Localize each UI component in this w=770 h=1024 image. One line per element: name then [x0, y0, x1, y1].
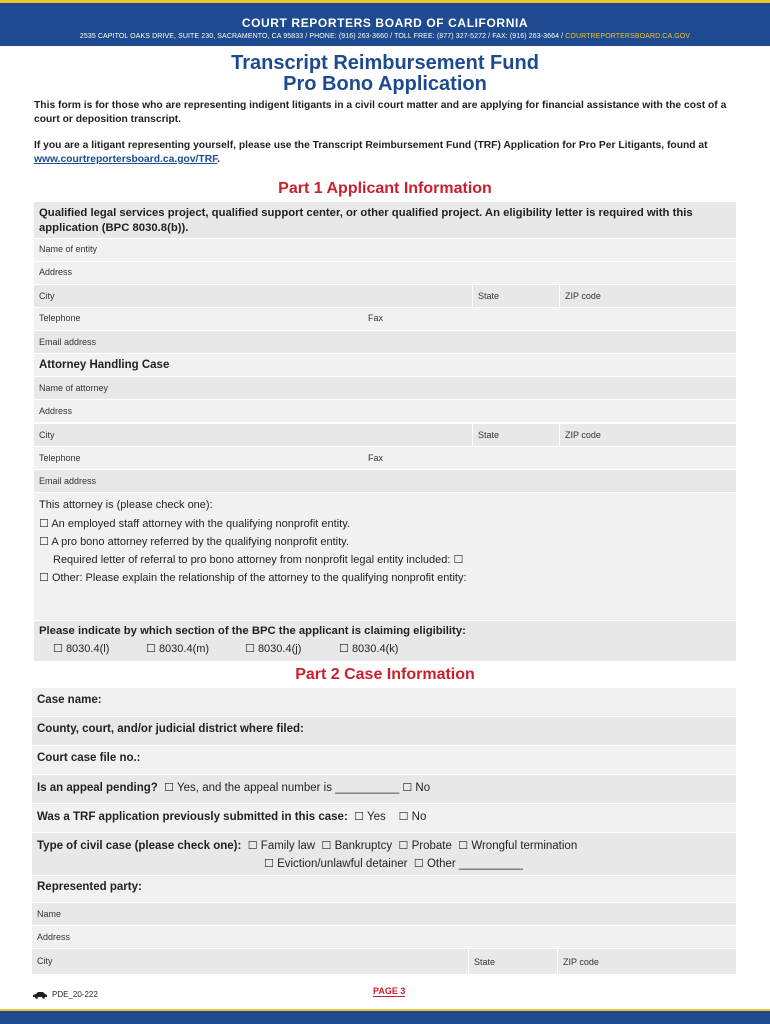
appeal-yes-label: Yes, and the appeal number is __________: [177, 782, 400, 794]
car-logo-icon: [32, 991, 48, 999]
checkbox-icon[interactable]: ☐: [398, 840, 409, 852]
entity-email-label: Email address: [39, 337, 97, 347]
attorney-fax-label: Fax: [368, 453, 384, 463]
attorney-city-row[interactable]: [34, 424, 736, 447]
trf-yes-option[interactable]: [354, 811, 386, 823]
bpc-option-label: 8030.4(l): [65, 643, 110, 655]
option-probono-attorney[interactable]: [39, 535, 349, 548]
trf-no-label: No: [411, 811, 427, 823]
entity-address-label: Address: [39, 267, 73, 277]
checkbox-icon[interactable]: ☐: [39, 536, 49, 548]
case-type-line1: [37, 839, 577, 852]
header-band: [0, 0, 770, 46]
attorney-email-label: Email address: [39, 476, 97, 486]
type-label: Probate: [411, 840, 452, 852]
checkbox-icon[interactable]: ☐: [53, 643, 63, 655]
option-probono-label: A pro bono attorney referred by the qualifying nonprofit entity.: [51, 536, 349, 548]
checkbox-icon[interactable]: ☐: [247, 840, 258, 852]
option-other[interactable]: [39, 571, 467, 584]
entity-state-label: State: [478, 291, 500, 301]
form-title-line2: Pro Bono Application: [283, 73, 487, 95]
type-eviction[interactable]: [264, 858, 408, 870]
website-link[interactable]: COURTREPORTERSBOARD.CA.GOV: [565, 33, 691, 40]
intro-p2-end: .: [217, 154, 221, 165]
checkbox-icon[interactable]: ☐: [39, 572, 49, 584]
type-label: Wrongful termination: [471, 840, 578, 852]
attorney-heading-row: [34, 354, 736, 377]
intro-paragraph-2: [34, 139, 734, 167]
attorney-heading: Attorney Handling Case: [39, 359, 170, 371]
bpc-option-label: 8030.4(j): [257, 643, 302, 655]
trf-no-option[interactable]: [399, 811, 427, 823]
option-other-label: Other: Please explain the relationship of the attorney to the qualifying nonprofit entity:: [51, 572, 467, 584]
type-label: Bankruptcy: [334, 840, 393, 852]
org-name: COURT REPORTERS BOARD OF CALIFORNIA: [241, 16, 529, 30]
bpc-option-m[interactable]: [146, 642, 209, 655]
option-staff-label: An employed staff attorney with the qualifying nonprofit entity.: [51, 518, 350, 530]
party-city-label: City: [37, 956, 53, 966]
party-address-field[interactable]: [32, 926, 736, 949]
case-type-row: [32, 833, 736, 876]
intro-p2-text: If you are a litigant representing yourself, please use the Transcript Reimbursement Fund (TRF) Application for Pro Per Litigants, found at: [34, 140, 708, 151]
type-family-law[interactable]: [248, 840, 315, 852]
county-field[interactable]: [32, 717, 736, 746]
party-zip-label: ZIP code: [563, 957, 599, 967]
bpc-option-label: 8030.4(k): [351, 643, 399, 655]
bpc-option-k[interactable]: [339, 642, 398, 655]
footer-band: [0, 1009, 770, 1024]
county-label: County, court, and/or judicial district where filed:: [37, 723, 304, 735]
checkbox-icon[interactable]: ☐: [264, 858, 274, 870]
type-label: Family law: [260, 840, 316, 852]
trf-link[interactable]: www.courtreportersboard.ca.gov/TRF: [34, 154, 218, 165]
represented-party-row: [32, 876, 736, 903]
entity-name-field[interactable]: [34, 239, 736, 262]
type-bankruptcy[interactable]: [322, 840, 393, 852]
appeal-row: [32, 775, 736, 804]
entity-zip-label: ZIP code: [565, 291, 601, 301]
intro-paragraph-1: This form is for those who are representing indigent litigants in a civil court matter and are applying for financial assistance with the cost of a court or deposition transcript.: [34, 100, 727, 125]
bpc-question: Please indicate by which section of the BPC the applicant is claiming eligibility:: [39, 625, 466, 637]
type-probate[interactable]: [399, 840, 452, 852]
entity-email-field[interactable]: [34, 331, 736, 354]
case-type-question: Type of civil case (please check one):: [37, 840, 242, 852]
bpc-eligibility-row: [34, 621, 736, 662]
type-label: Other __________: [426, 858, 523, 870]
attorney-name-label: Name of attorney: [39, 383, 109, 393]
party-city-row[interactable]: [32, 949, 736, 975]
entity-telephone-label: Telephone: [39, 313, 81, 323]
appeal-no-option[interactable]: [402, 782, 430, 794]
form-number: PDE_20-222: [52, 990, 98, 999]
divider: [557, 949, 558, 974]
attorney-name-field[interactable]: [34, 377, 736, 400]
checkbox-icon[interactable]: ☐: [339, 643, 349, 655]
type-wrongful-termination[interactable]: [458, 840, 577, 852]
entity-address-field[interactable]: [34, 262, 736, 285]
party-state-label: State: [474, 957, 496, 967]
entity-city-row[interactable]: [34, 285, 736, 308]
org-address: [0, 33, 770, 40]
trf-previous-row: [32, 804, 736, 833]
form-title-line1: Transcript Reimbursement Fund: [231, 52, 539, 74]
checkbox-icon[interactable]: ☐: [146, 643, 156, 655]
trf-line: [37, 810, 426, 823]
checkbox-icon[interactable]: ☐: [453, 554, 464, 566]
divider: [472, 424, 473, 446]
part2-heading: Part 2 Case Information: [295, 666, 475, 683]
represented-party-label: Represented party:: [37, 881, 142, 893]
attorney-type-block: [34, 493, 736, 621]
entity-phone-row[interactable]: [34, 308, 736, 331]
type-label: Eviction/unlawful detainer: [277, 858, 408, 870]
appeal-no-label: No: [415, 782, 431, 794]
divider: [472, 285, 473, 307]
qualified-project-text: Qualified legal services project, qualified support center, or other qualified project. An eligibility letter is required with this application (BPC 8030.8(b)).: [39, 207, 693, 234]
case-file-no-label: Court case file no.:: [37, 752, 141, 764]
case-file-no-field[interactable]: [32, 746, 736, 775]
checkbox-icon[interactable]: ☐: [402, 782, 413, 794]
attorney-city-label: City: [39, 430, 55, 440]
entity-fax-label: Fax: [368, 313, 384, 323]
divider: [468, 949, 469, 974]
qualified-project-row: [34, 202, 736, 239]
part1-heading: Part 1 Applicant Information: [278, 180, 492, 197]
appeal-yes-option[interactable]: [164, 782, 399, 794]
entity-city-label: City: [39, 291, 55, 301]
divider: [559, 424, 560, 446]
checkbox-icon[interactable]: ☐: [398, 811, 409, 823]
option-referral-label: Required letter of referral to pro bono attorney from nonprofit legal entity included:: [53, 554, 451, 566]
checkbox-icon[interactable]: ☐: [164, 782, 175, 794]
option-referral-letter[interactable]: [53, 553, 463, 566]
checkbox-icon[interactable]: ☐: [354, 811, 365, 823]
trf-question: Was a TRF application previously submitted in this case:: [37, 811, 348, 823]
party-address-label: Address: [37, 932, 71, 942]
appeal-question: Is an appeal pending?: [37, 782, 158, 794]
address-text: 2535 CAPITOL OAKS DRIVE, SUITE 230, SACRAMENTO, CA 95833 / PHONE: (916) 263-3660 / TOLL FREE: (877) 327-5272 / FAX: (916) 263-3664 /: [79, 33, 566, 40]
case-name-label: Case name:: [37, 694, 102, 706]
checkbox-icon[interactable]: ☐: [413, 858, 424, 870]
attorney-email-field[interactable]: [34, 470, 736, 493]
type-other[interactable]: [414, 858, 523, 870]
option-staff-attorney[interactable]: [39, 517, 350, 530]
trf-yes-label: Yes: [367, 811, 386, 823]
page-number: PAGE 3: [373, 986, 406, 996]
party-name-label: Name: [37, 909, 62, 919]
attorney-address-field[interactable]: [34, 400, 736, 423]
attorney-is-label: This attorney is (please check one):: [39, 499, 213, 511]
case-type-line2: [264, 857, 523, 870]
checkbox-icon[interactable]: ☐: [39, 518, 49, 530]
checkbox-icon[interactable]: ☐: [458, 840, 469, 852]
attorney-telephone-label: Telephone: [39, 453, 81, 463]
attorney-phone-row[interactable]: [34, 447, 736, 470]
attorney-address-label: Address: [39, 406, 73, 416]
bpc-option-l[interactable]: [53, 642, 109, 655]
appeal-line: [37, 781, 430, 794]
divider: [559, 285, 560, 307]
party-name-field[interactable]: [32, 903, 736, 926]
bpc-option-j[interactable]: [245, 642, 301, 655]
checkbox-icon[interactable]: ☐: [321, 840, 332, 852]
attorney-zip-label: ZIP code: [565, 430, 601, 440]
checkbox-icon[interactable]: ☐: [245, 643, 255, 655]
attorney-state-label: State: [478, 430, 500, 440]
case-name-field[interactable]: [32, 688, 736, 717]
entity-name-label: Name of entity: [39, 244, 98, 254]
bpc-option-label: 8030.4(m): [158, 643, 210, 655]
